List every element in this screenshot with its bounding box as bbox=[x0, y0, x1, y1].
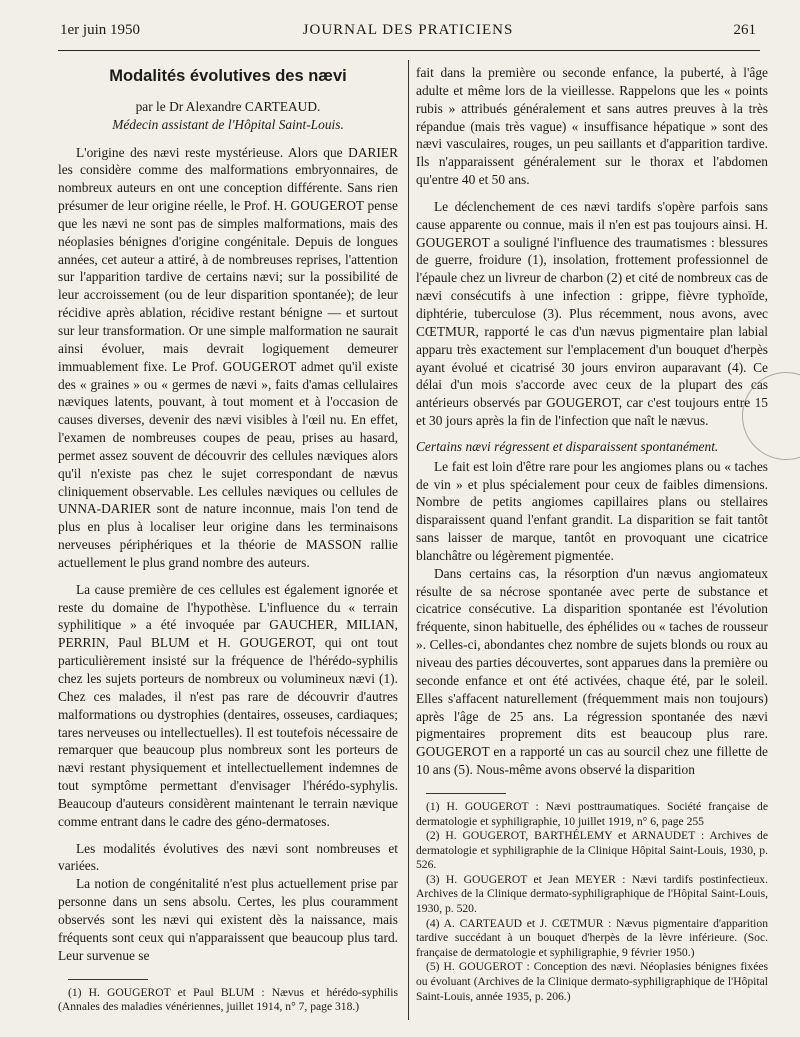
page-number: 261 bbox=[733, 22, 756, 38]
footnote: (1) H. GOUGEROT et Paul BLUM : Nævus et hérédo-syphilis (Annales des maladies vénériennes, juillet 1914, n° 7, page 318.) bbox=[58, 985, 398, 1014]
body-paragraph: Les modalités évolutives des nævi sont nombreuses et variées. bbox=[58, 840, 398, 874]
body-paragraph: La cause première de ces cellules est également ignorée et reste du domaine de l'hypothèse. L'influence du « terrain syphilitique » a été invoquée par GAUCHER, MILIAN, PERRIN, Paul BLUM et H. GOUGEROT, qui ont tout particulièrement insisté sur la fréquence de l'hérédo-syphilis chez les sujets porteurs de nombreux ou volumineux nævi (1). Chez ces malades, il n'est pas rare de découvrir d'autres malformations ou dystrophies (dentaires, osseuses, cardiaques; tares nerveuses ou intellectuelles). Il est toutefois nécessaire de remarquer que beaucoup plus nombreux sont les porteurs de nævi restant physiquement et intellectuellement indemnes de tout symptôme permettant d'envisager l'hérédo-syphylis. Beaucoup d'auteurs considèrent maintenant le terrain nævique comme entrant dans le cadre des géno-dermatoses. bbox=[58, 581, 398, 829]
header-rule bbox=[58, 50, 760, 51]
body-paragraph: Le déclenchement de ces nævi tardifs s'opère parfois sans cause apparente ou connue, mais il n'en est pas toujours ainsi. H. GOUGEROT a souligné l'influence des traumatismes : blessures de guerre, froidure (1), insolation, frottement professionnel de l'épaule chez un livreur de charbon (2) et cité de nombreux cas de nævi consécutifs à une infection : grippe, fièvre typhoïde, diphtérie, tuberculose (3). Plus récemment, nous avons, avec CŒTMUR, rapporté le cas d'un nævus pigmentaire plan labial apparu très exactement sur l'emplacement d'un bouquet d'herpès ayant évolué et cicatrisé 30 jours environ auparavant (4). Ce délai d'un mois s'accorde avec ceux de la plupart des cas antérieurs observés par GOUGEROT, car c'est toujours entre 15 et 30 jours après la fin de l'infection que naît le nævus. bbox=[416, 198, 768, 429]
right-column bbox=[416, 64, 768, 1004]
author-affiliation: Médecin assistant de l'Hôpital Saint-Louis. bbox=[112, 116, 344, 132]
article-title: Modalités évolutives des nævi bbox=[109, 67, 347, 85]
footnote-rule bbox=[426, 793, 506, 794]
column-divider bbox=[408, 60, 409, 1020]
body-paragraph: Dans certains cas, la résorption d'un nævus angiomateux résulte de sa nécrose spontanée avec perte de substance et cicatrice consécutive. La disparition spontanée est l'évolution fréquente, sinon habituelle, des éphélides ou « taches de rousseur ». Celles-ci, abondantes chez nombre de sujets blonds ou roux au niveau des parties découvertes, sont apparues dans la première ou seconde enfance et ont été activées, chaque été, par le soleil. Elles s'affacent naturellement (fréquemment mais non toujours) après l'âge de 25 ans. La régression spontanée des nævi pigmentaires proprement dits est beaucoup plus rare. GOUGEROT en a rapporté un cas au sourcil chez une fillette de 10 ans (5). Nous-même avons observé la disparition bbox=[416, 565, 768, 778]
section-subheading: Certains nævi régressent et disparaissent spontanément. bbox=[416, 438, 719, 454]
body-paragraph: La notion de congénitalité n'est plus actuellement prise par personne dans un sens absolu. Certes, les plus couramment observés sont les nævi qui existent dès la naissance, mais fréquents sont ceux qui n'apparaissent que beaucoup plus tard. Leur survenue se bbox=[58, 876, 398, 963]
issue-date: 1er juin 1950 bbox=[60, 22, 140, 38]
footnote: (5) H. GOUGEROT : Conception des nævi. Néoplasies bénignes fixées ou évoluant (Archives de la Clinique dermato-syphiligraphique de l'Hôpital Saint-Louis, année 1935, p. 206.) bbox=[416, 960, 768, 1003]
body-paragraph: fait dans la première ou seconde enfance, la puberté, à l'âge adulte et même lors de la vieillesse. Rappelons que les « points rubis » attribués généralement et sans autres preuves à la très répandue (mais très vague) « insuffisance hépatique » sont des nævi vasculaires, rouges, un peu saillants et d'apparition tardive. Ils n'apparaissent généralement sur le thorax et l'abdomen qu'entre 40 et 50 ans. bbox=[416, 65, 768, 188]
running-header bbox=[60, 22, 756, 46]
footnote: (3) H. GOUGEROT et Jean MEYER : Nævi tardifs postinfectieux. Archives de la Clinique dermato-syphiligraphique de l'Hôpital Saint-Louis, 1930, p. 520. bbox=[416, 872, 768, 916]
article-byline: par le Dr Alexandre CARTEAUD. bbox=[135, 98, 321, 114]
footnote: (4) A. CARTEAUD et J. CŒTMUR : Nævus pigmentaire d'apparition tardive succédant à un bouquet d'herpès de la lèvre inférieure. (Soc. française de dermatologie et syphiligraphie, 9 février 1950.) bbox=[416, 916, 768, 959]
left-column bbox=[58, 64, 398, 1015]
footnote-rule bbox=[68, 979, 148, 980]
footnote: (1) H. GOUGEROT : Nævi posttraumatiques. Société française de dermatologie et syphiligraphie, 10 juillet 1919, n° 6, page 255 bbox=[416, 799, 768, 828]
body-paragraph: Le fait est loin d'être rare pour les angiomes plans ou « taches de vin » et plus spécialement pour ceux de faibles dimensions. Nombre de petits angiomes capillaires plans ou stellaires disparaissent quand l'enfant grandit. La disparition se fait tantôt sans laisser de marque, tantôt en provoquant une cicatrice blanchâtre ou légèrement pigmentée. bbox=[416, 458, 768, 563]
journal-name: JOURNAL DES PRATICIENS bbox=[302, 22, 514, 38]
body-paragraph: L'origine des nævi reste mystérieuse. Alors que DARIER les considère comme des malformations embryonnaires, de nombreux auteurs en ont une conception différente. Sans rien présumer de leur origine réelle, le Prof. H. GOUGEROT pense que les nævi ne sont pas de simples malformations, mais des néoplasies bénignes d'origine congénitale. Depuis de longues années, cet auteur a attiré, à de nombreuses reprises, l'attention sur l'apparition tardive de certains nævi; sur la possibilité de leur accroissement (ou de leur disparition spontanée); de leur récidive après ablation, récidive restant bénigne — et surtout sur leur transformation. Or une simple malformation ne saurait ainsi évoluer, mais devrait logiquement demeurer immuablement fixe. Le Prof. GOUGEROT admet qu'il existe des « graines » ou « germes de nævi », faits d'amas cellulaires næviques latents, pouvant, à tout moment et à l'occasion de causes diverses, devenir des nævi visibles à l'œil nu. En effet, l'examen de nombreuses coupes de peau, prises au hasard, permet assez souvent de découvrir des cellules næviques alors qu'il n'existe pas chez le sujet correspondant de nævus cliniquement observable. Les cellules næviques ou cellules de UNNA-DARIER sont de nature inconnue, mais l'on tend de plus en plus à localiser leur origine dans les terminaisons nerveuses périphériques et la théorie de MASSON rallie actuellement le plus grand nombre des auteurs. bbox=[58, 144, 398, 570]
footnote: (2) H. GOUGEROT, BARTHÉLEMY et ARNAUDET : Archives de dermatologie et syphiligraphie de la Clinique Hôpital Saint-Louis, 1930, p. 526. bbox=[416, 829, 768, 872]
left-footnotes bbox=[58, 986, 398, 1015]
right-footnotes bbox=[416, 800, 768, 1004]
